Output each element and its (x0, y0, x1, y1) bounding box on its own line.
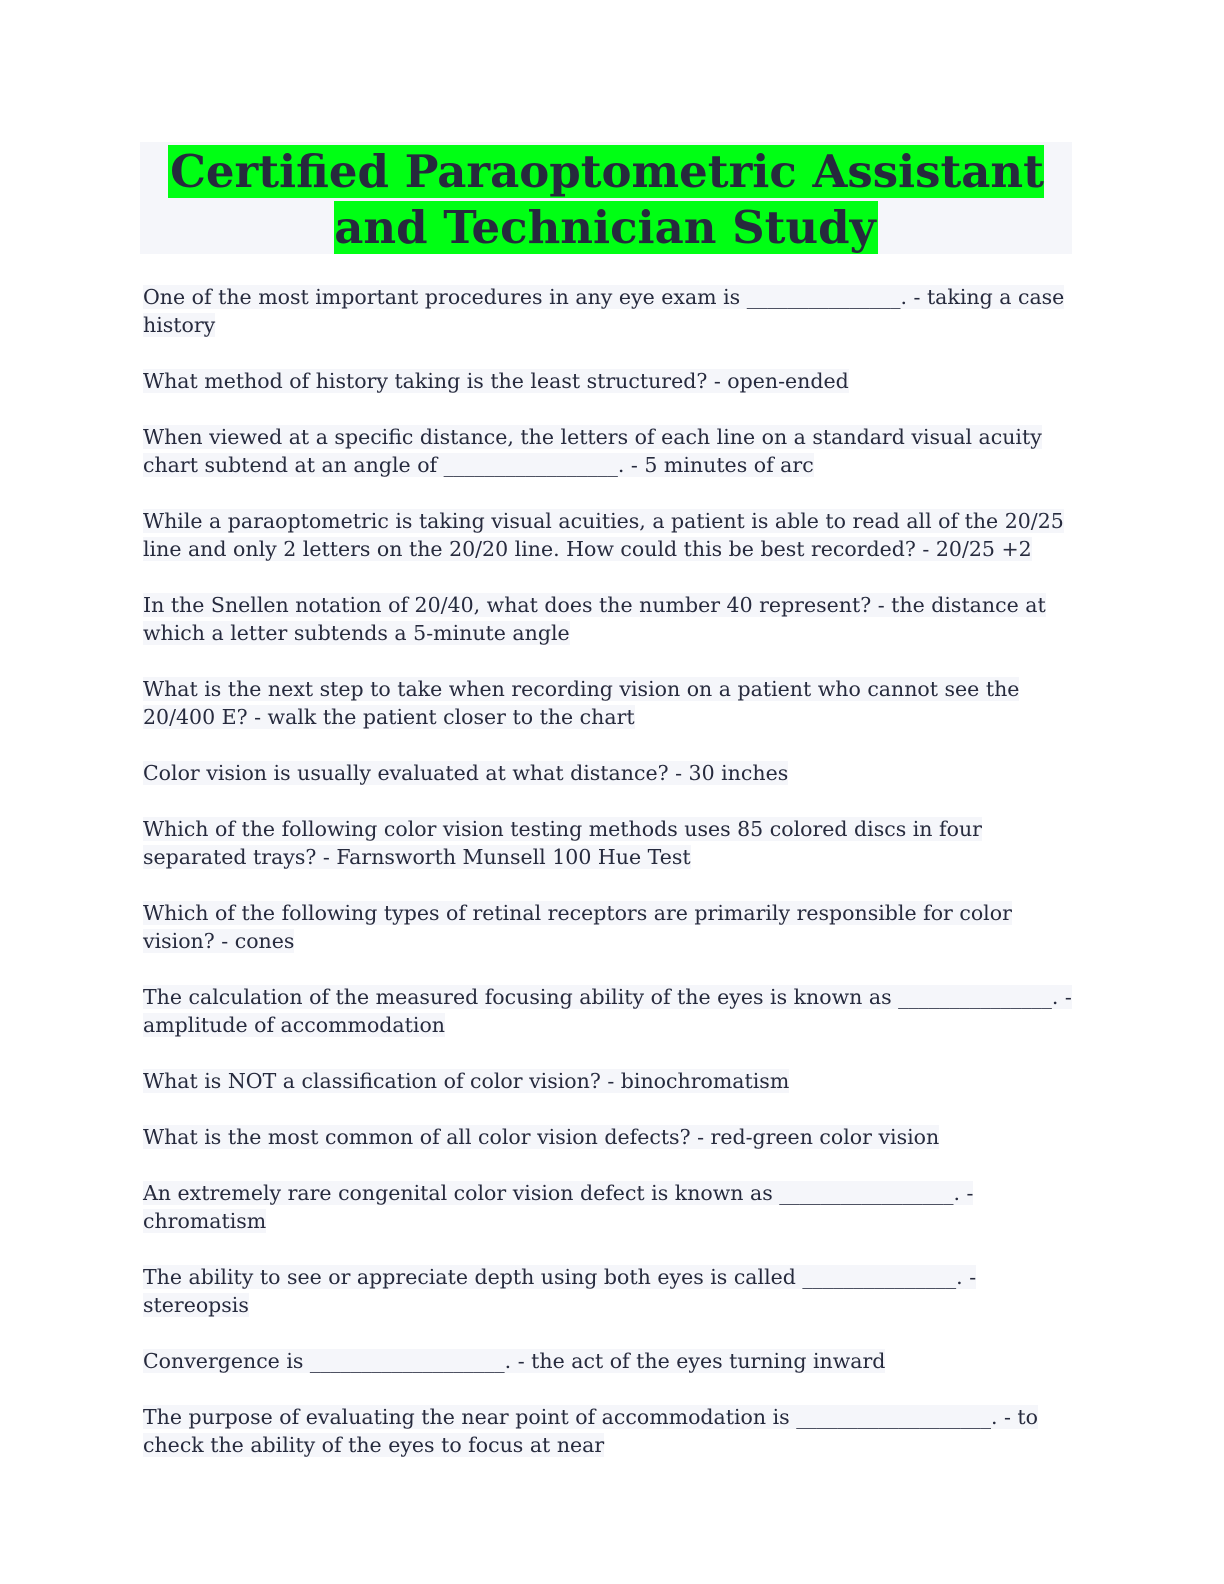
qa-item-2: What method of history taking is the least structured? - open-ended (143, 369, 849, 393)
title-block (140, 142, 1072, 254)
qa-item-1: One of the most important procedures in any eye exam is _______________. - taking a case history (143, 285, 1065, 337)
qa-item-4: While a paraoptometric is taking visual acuities, a patient is able to read all of the 20/25 line and only 2 letters on the 20/20 line. How could this be best recorded? - 20/25 +2 (143, 509, 1064, 561)
qa-item-13: An extremely rare congenital color vision defect is known as _________________. - chromatism (143, 1181, 974, 1233)
qa-item-15: Convergence is ___________________. - the act of the eyes turning inward (143, 1349, 886, 1373)
qa-item-14: The ability to see or appreciate depth using both eyes is called _______________. - stereopsis (143, 1265, 977, 1317)
qa-item-3: When viewed at a specific distance, the letters of each line on a standard visual acuity chart subtend at an angle of _________________. - 5 minutes of arc (143, 425, 1042, 477)
qa-list (143, 283, 1083, 1487)
qa-item-12: What is the most common of all color vision defects? - red-green color vision (143, 1125, 940, 1149)
qa-item-9: Which of the following types of retinal receptors are primarily responsible for color vision? - cones (143, 901, 1012, 953)
document-title (140, 142, 1072, 256)
document-title-text: Certified Paraoptometric Assistant and Technician Study (170, 145, 1044, 254)
qa-item-6: What is the next step to take when recording vision on a patient who cannot see the 20/400 E? - walk the patient closer to the chart (143, 677, 1020, 729)
qa-item-11: What is NOT a classification of color vision? - binochromatism (143, 1069, 790, 1093)
qa-item-16: The purpose of evaluating the near point of accommodation is ___________________. - to check the ability of the eyes to focus at near (143, 1405, 1039, 1457)
qa-item-10: The calculation of the measured focusing ability of the eyes is known as _______________. - amplitude of accommodation (143, 985, 1072, 1037)
qa-item-5: In the Snellen notation of 20/40, what does the number 40 represent? - the distance at which a letter subtends a 5-minute angle (143, 593, 1046, 645)
qa-item-7: Color vision is usually evaluated at what distance? - 30 inches (143, 761, 789, 785)
qa-item-8: Which of the following color vision testing methods uses 85 colored discs in four separated trays? - Farnsworth Munsell 100 Hue Test (143, 817, 982, 869)
